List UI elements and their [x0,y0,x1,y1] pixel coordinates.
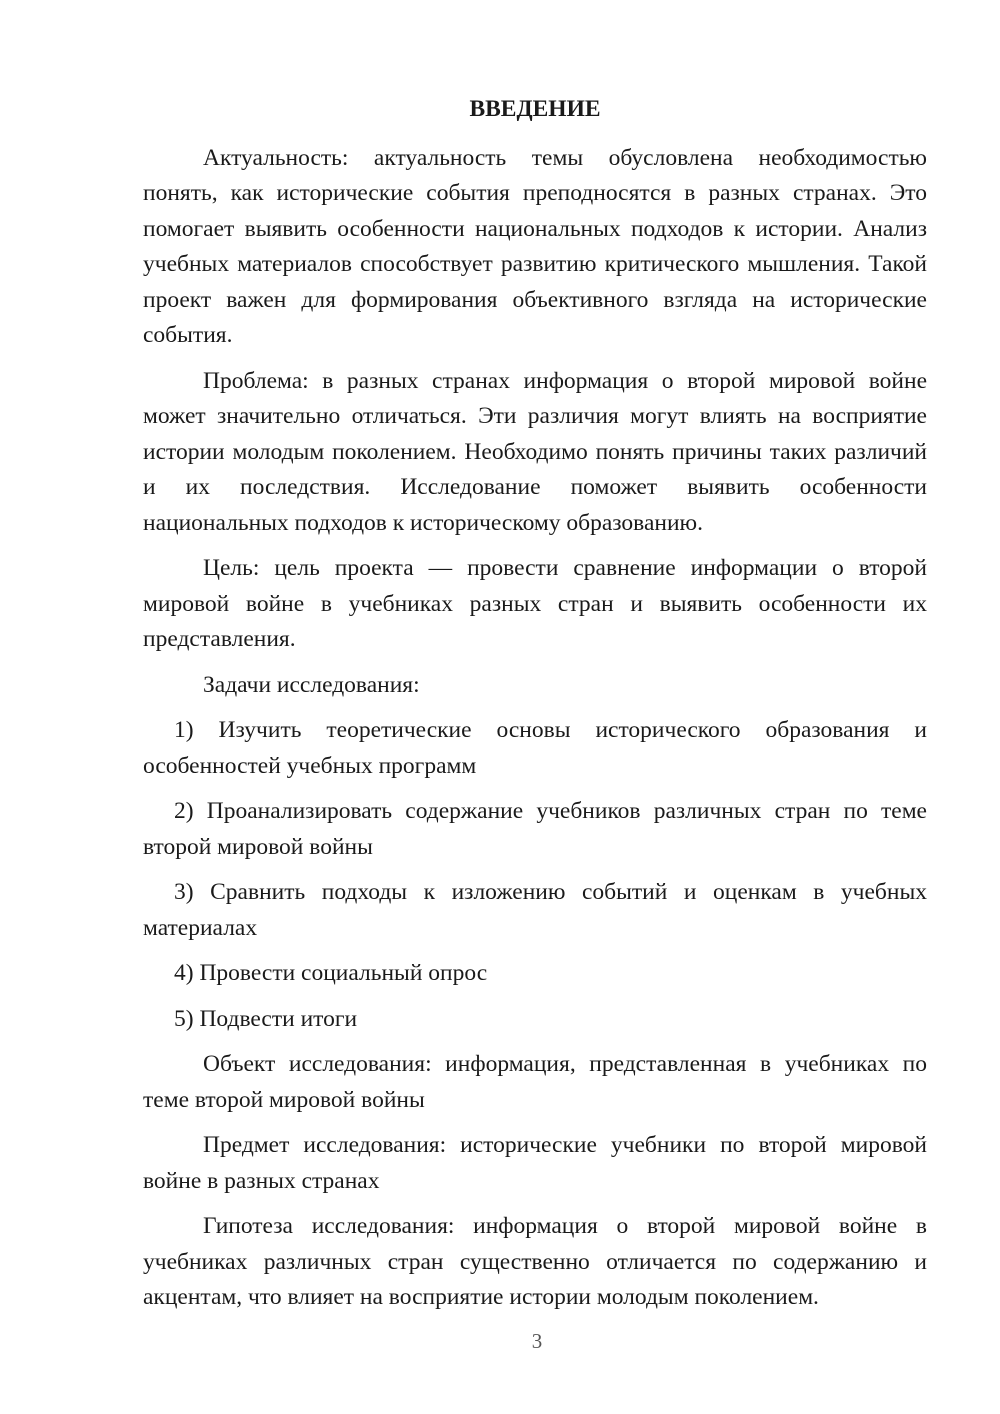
paragraph-goal: Цель: цель проекта — провести сравнение информации о второй мировой войне в учебниках разных стран и выявить особенности их представления. [143,555,927,652]
paragraph-hypothesis: Гипотеза исследования: информация о второй мировой войне в учебниках различных стран существенно отличается по содержанию и акцентам, что влияет на восприятие истории молодым поколением. [143,1213,927,1310]
page-number: 3 [531,1329,543,1353]
tasks-heading: Задачи исследования: [203,671,420,698]
task-item: 2) Проанализировать содержание учебников различных стран по теме второй мировой войны [143,798,927,860]
task-item: 1) Изучить теоретические основы исторического образования и особенностей учебных программ [143,717,927,779]
paragraph-object: Объект исследования: информация, представленная в учебниках по теме второй мировой войны [143,1051,927,1113]
page-content [143,92,927,1326]
task-item: 4) Провести социальный опрос [174,960,488,986]
task-item: 3) Сравнить подходы к изложению событий и оценкам в учебных материалах [143,879,927,941]
section-title: ВВЕДЕНИЕ [469,96,601,122]
tasks-list [143,713,927,1037]
task-item: 5) Подвести итоги [174,1005,358,1032]
paragraph-relevance: Актуальность: актуальность темы обусловлена необходимостью понять, как исторические события преподносятся в разных странах. Это помогает выявить особенности национальных подходов к истории. Анализ учебных материалов способствует развитию критического мышления. Такой проект важен для формирования объективного взгляда на исторические события. [143,144,927,348]
paragraph-problem: Проблема: в разных странах информация о второй мировой войне может значительно отличаться. Эти различия могут влиять на восприятие истории молодым поколением. Необходимо понять причины таких различий и их последствия. Исследование поможет выявить особенности национальных подходов к историческому образованию. [143,367,927,536]
paragraph-subject: Предмет исследования: исторические учебники по второй мировой войне в разных странах [143,1132,927,1194]
